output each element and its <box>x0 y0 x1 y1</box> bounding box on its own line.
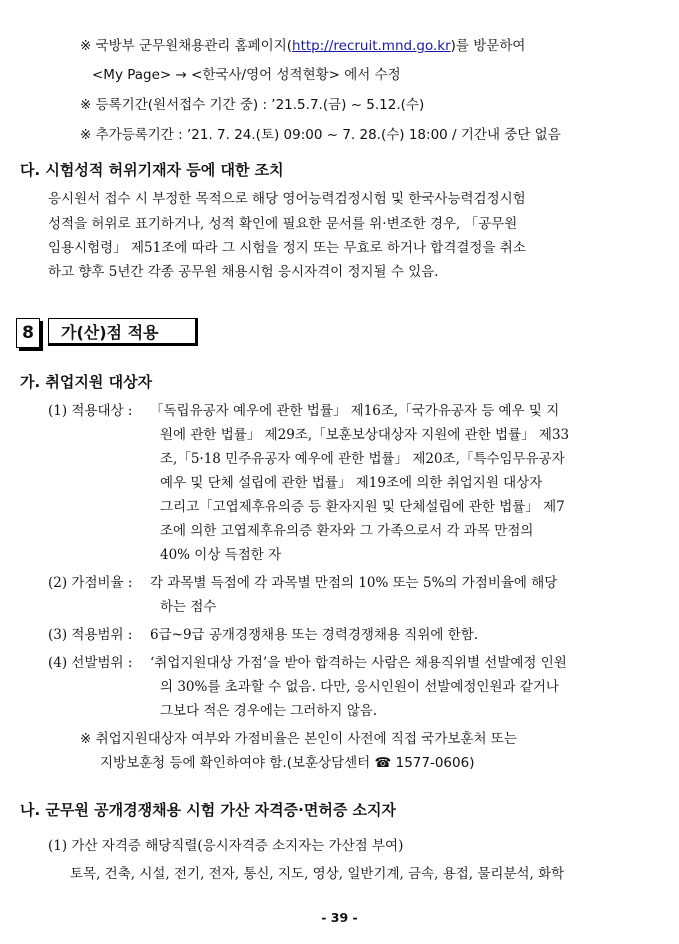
note-homepage-suffix: )를 방문하여 <box>450 38 526 54</box>
item1-line-7: 40% 이상 득점한 자 <box>160 547 282 563</box>
item1-line-6: 조에 의한 고엽제후유의증 환자와 그 가족으로서 각 과목 만점의 <box>160 523 534 539</box>
note-homepage-prefix: ※ 국방부 군무원채용관리 홈페이지( <box>80 38 293 54</box>
note-mypage-path: <My Page> → <한국사/영어 성적현황> 에서 수정 <box>92 67 401 83</box>
note-registration-period: ※ 등록기간(원서접수 기간 중) : ’21.5.7.(금) ~ 5.12.(수) <box>80 97 425 113</box>
page-number: - 39 - <box>321 910 358 925</box>
item1-label: (1) 적용대상 : <box>48 403 133 419</box>
section-number: 8 <box>16 318 40 348</box>
para-line-1-text: 응시원서 접수 시 부정한 목적으로 해당 영어능력검정시험 및 한국사능력검정시험 <box>48 191 526 207</box>
para-line-4: 하고 향후 5년간 각종 공무원 채용시험 응시자격이 정지될 수 있음. <box>48 264 439 280</box>
item1-line-2: 원에 관한 법률」 제29조,「보훈보상대상자 지원에 관한 법률」 제33 <box>160 427 570 443</box>
para-line-3: 임용시험령」 제51조에 따라 그 시험을 정지 또는 무효로 하거나 합격결정을 취소 <box>48 240 526 256</box>
note-homepage <box>80 36 525 56</box>
note-verify-line-1: ※ 취업지원대상자 여부와 가점비율은 본인이 사전에 직접 국가보훈처 또는 <box>80 731 517 747</box>
item1-line-4: 예우 및 단체 설립에 관한 법률」 제19조에 의한 취업지원 대상자 <box>160 475 543 491</box>
item4-line-2: 의 30%를 초과할 수 없음. 다만, 응시인원이 선발예정인원과 같거나 <box>160 679 559 695</box>
item4-line-1: ‘취업지원대상 가점’을 받아 합격하는 사람은 채용직위별 선발예정 인원 <box>150 655 567 671</box>
item1-line-1: 「독립유공자 예우에 관한 법률」 제16조,「국가유공자 등 예우 및 지 <box>150 403 560 419</box>
cert-item-1: (1) 가산 자격증 해당직렬(응시자격증 소지자는 가산점 부여) <box>48 838 404 854</box>
section-title: 가(산)점 적용 <box>48 318 198 346</box>
item2-label: (2) 가점비율 : <box>48 575 133 591</box>
item1-line-5: 그리고「고엽제후유의증 등 환자지원 및 단체설립에 관한 법률」 제7 <box>160 499 565 515</box>
item2-line-1: 각 과목별 득점에 각 과목별 만점의 10% 또는 5%의 가점비율에 해당 <box>150 575 558 591</box>
item3-line-1: 6급~9급 공개경쟁채용 또는 경력경쟁채용 직위에 한함. <box>150 627 479 643</box>
heading-false-score: 다. 시험성적 허위기재자 등에 대한 조치 <box>20 161 284 179</box>
item3-label: (3) 적용범위 : <box>48 627 133 643</box>
recruit-link[interactable]: http://recruit.mnd.go.kr <box>292 38 451 54</box>
item2-line-2: 하는 점수 <box>160 599 217 615</box>
note-verify-line-2: 지방보훈청 등에 확인하여야 함.(보훈상담센터 ☎ 1577-0606) <box>100 755 475 771</box>
item4-line-3: 그보다 적은 경우에는 그러하지 않음. <box>160 703 378 719</box>
heading-certificates: 나. 군무원 공개경쟁채용 시험 가산 자격증·면허증 소지자 <box>20 801 397 819</box>
para-line-2: 성적을 허위로 표기하거나, 성적 확인에 필요한 문서를 위·변조한 경우, 「공무원 <box>48 216 518 232</box>
item4-label: (4) 선발범위 : <box>48 655 133 671</box>
cert-item-1-line-1: 토목, 건축, 시설, 전기, 전자, 통신, 지도, 영상, 일반기계, 금속, 용접, 물리분석, 화학 <box>70 866 565 882</box>
item1-line-3: 조,「5·18 민주유공자 예우에 관한 법률」 제20조,「특수임무유공자 <box>160 451 565 467</box>
para-line-1 <box>48 189 636 209</box>
heading-employment-support: 가. 취업지원 대상자 <box>20 373 153 391</box>
note-additional-period: ※ 추가등록기간 : ’21. 7. 24.(토) 09:00 ~ 7. 28.(수) 18:00 / 기간내 중단 없음 <box>80 127 561 143</box>
